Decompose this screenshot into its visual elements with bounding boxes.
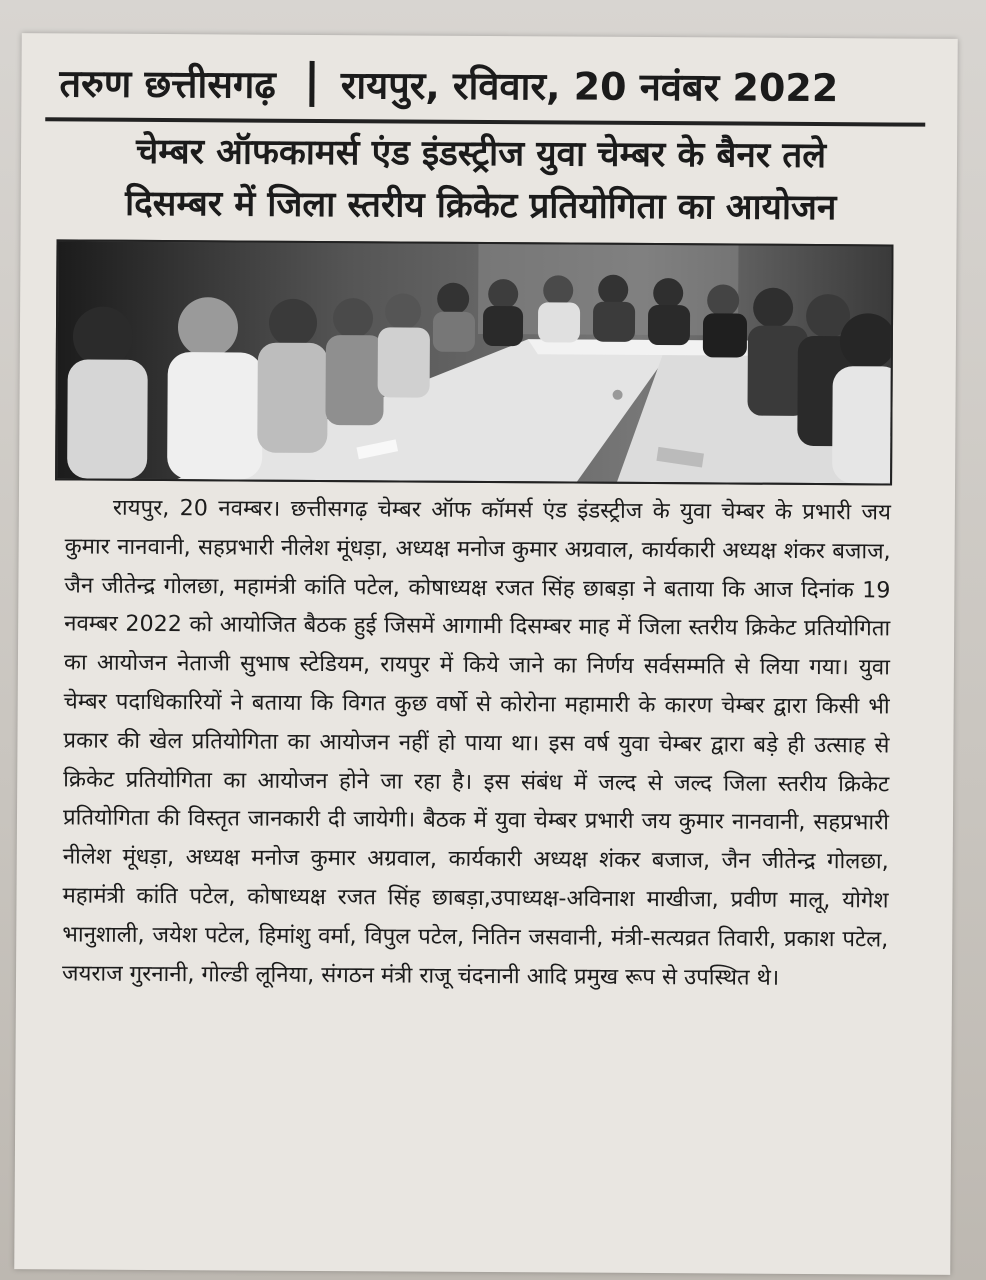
- headline-line-1: चेम्बर ऑफकामर्स एंड इंडस्ट्रीज युवा चेम्बर के बैनर तले: [135, 131, 827, 177]
- headline-line-2: दिसम्बर में जिला स्तरीय क्रिकेट प्रतियोगिता का आयोजन: [124, 183, 837, 229]
- newspaper-clipping: [14, 33, 958, 1275]
- headline: [51, 125, 912, 234]
- meeting-photo: [55, 239, 893, 485]
- dateline: रायपुर, रविवार, 20 नवंबर 2022: [340, 63, 839, 111]
- masthead-divider: [310, 61, 315, 107]
- paper-name: तरुण छत्तीसगढ़: [59, 61, 276, 107]
- meeting-photo-illustration: [57, 241, 891, 483]
- masthead: [45, 47, 925, 126]
- article-body: रायपुर, 20 नवम्बर। छत्तीसगढ़ चेम्बर ऑफ कॉमर्स एंड इंडस्ट्रीज के युवा चेम्बर के प्रभारी जय कुमार नानवानी, सहप्रभारी नीलेश मूंधड़ा, अध्यक्ष मनोज कुमार अग्रवाल, कार्यकारी अध्यक्ष शंकर बजाज, जैन जीतेन्द्र गोलछा, महामंत्री कांति पटेल, कोषाध्यक्ष रजत सिंह छाबड़ा ने बताया कि आज दिनांक 19 नवम्बर 2022 को आयोजित बैठक हुई जिसमें आगामी दिसम्बर माह में जिला स्तरीय क्रिकेट प्रतियोगिता का आयोजन नेताजी सुभाष स्टेडियम, रायपुर में किये जाने का निर्णय सर्वसम्मति से लिया गया। युवा चेम्बर पदाधिकारियों ने बताया कि विगत कुछ वर्षो से कोरोना महामारी के कारण चेम्बर द्वारा किसी भी प्रकार की खेल प्रतियोगिता का आयोजन नहीं हो पाया था। इस वर्ष युवा चेम्बर द्वारा बड़े ही उत्साह से क्रिकेट प्रतियोगिता का आयोजन होने जा रहा है। इस संबंध में जल्द से जल्द जिला स्तरीय क्रिकेट प्रतियोगिता की विस्तृत जानकारी दी जायेगी। बैठक में युवा चेम्बर प्रभारी जय कुमार नानवानी, सहप्रभारी नीलेश मूंधड़ा, अध्यक्ष मनोज कुमार अग्रवाल, कार्यकारी अध्यक्ष शंकर बजाज, जैन जीतेन्द्र गोलछा, महामंत्री कांति पटेल, कोषाध्यक्ष रजत सिंह छाबड़ा,उपाध्यक्ष-अविनाश माखीजा, प्रवीण मालू, योगेश भानुशाली, जयेश पटेल, हिमांशु वर्मा, विपुल पटेल, नितिन जसवानी, मंत्री-सत्यव्रत तिवारी, प्रकाश पटेल, जयराज गुरनानी, गोल्डी लूनिया, संगठन मंत्री राजू चंदनानी आदि प्रमुख रूप से उपस्थित थे।: [61, 494, 891, 991]
